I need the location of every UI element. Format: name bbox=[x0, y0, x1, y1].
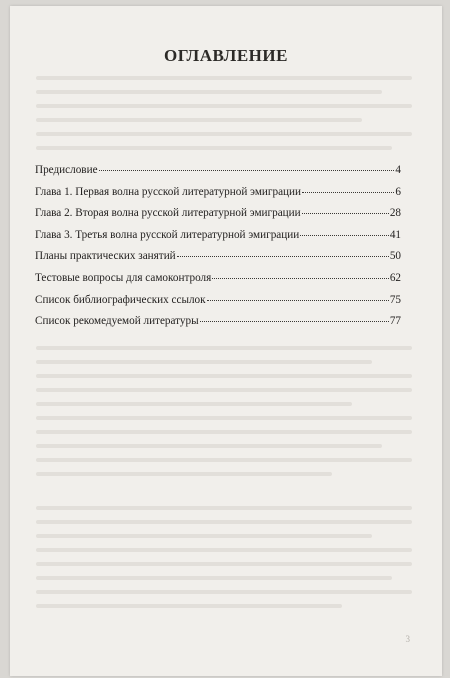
toc-entry[interactable] bbox=[35, 272, 401, 294]
toc-leader-dots bbox=[302, 192, 394, 193]
table-of-contents bbox=[35, 164, 401, 337]
toc-leader-dots bbox=[302, 213, 389, 214]
toc-entry-page: 6 bbox=[395, 185, 401, 198]
book-page bbox=[10, 6, 442, 676]
toc-entry-label: Глава 3. Третья волна русской литературной эмиграции bbox=[35, 228, 300, 241]
toc-leader-dots bbox=[200, 321, 389, 322]
toc-leader-dots bbox=[207, 300, 389, 301]
toc-entry[interactable] bbox=[35, 164, 401, 186]
toc-entry-label: Тестовые вопросы для самоконтроля bbox=[35, 271, 212, 284]
toc-leader-dots bbox=[300, 235, 389, 236]
toc-leader-dots bbox=[212, 278, 389, 279]
toc-entry-page: 41 bbox=[389, 228, 401, 241]
toc-entry-page: 75 bbox=[389, 293, 401, 306]
toc-entry[interactable] bbox=[35, 250, 401, 272]
toc-entry-label: Глава 1. Первая волна русской литературной эмиграции bbox=[35, 185, 302, 198]
page-number: 3 bbox=[405, 634, 410, 644]
toc-leader-dots bbox=[177, 256, 389, 257]
toc-entry-page: 50 bbox=[389, 250, 401, 263]
toc-entry[interactable] bbox=[35, 315, 401, 337]
toc-entry[interactable] bbox=[35, 186, 401, 208]
toc-title: ОГЛАВЛЕНИЕ bbox=[164, 46, 288, 65]
toc-leader-dots bbox=[99, 170, 395, 171]
toc-entry-page: 77 bbox=[389, 315, 401, 328]
toc-entry-label: Планы практических занятий bbox=[35, 250, 176, 263]
toc-entry-label: Глава 2. Вторая волна русской литературной эмиграции bbox=[35, 207, 301, 220]
toc-entry-page: 28 bbox=[389, 207, 401, 220]
toc-entry[interactable] bbox=[35, 294, 401, 316]
toc-entry-label: Список библиографических ссылок bbox=[35, 293, 206, 306]
toc-entry-label: Список рекомедуемой литературы bbox=[35, 315, 199, 328]
toc-entry[interactable] bbox=[35, 229, 401, 251]
toc-entry-label: Предисловие bbox=[35, 164, 98, 176]
toc-entry[interactable] bbox=[35, 207, 401, 229]
toc-entry-page: 4 bbox=[395, 164, 401, 176]
toc-entry-page: 62 bbox=[389, 271, 401, 284]
